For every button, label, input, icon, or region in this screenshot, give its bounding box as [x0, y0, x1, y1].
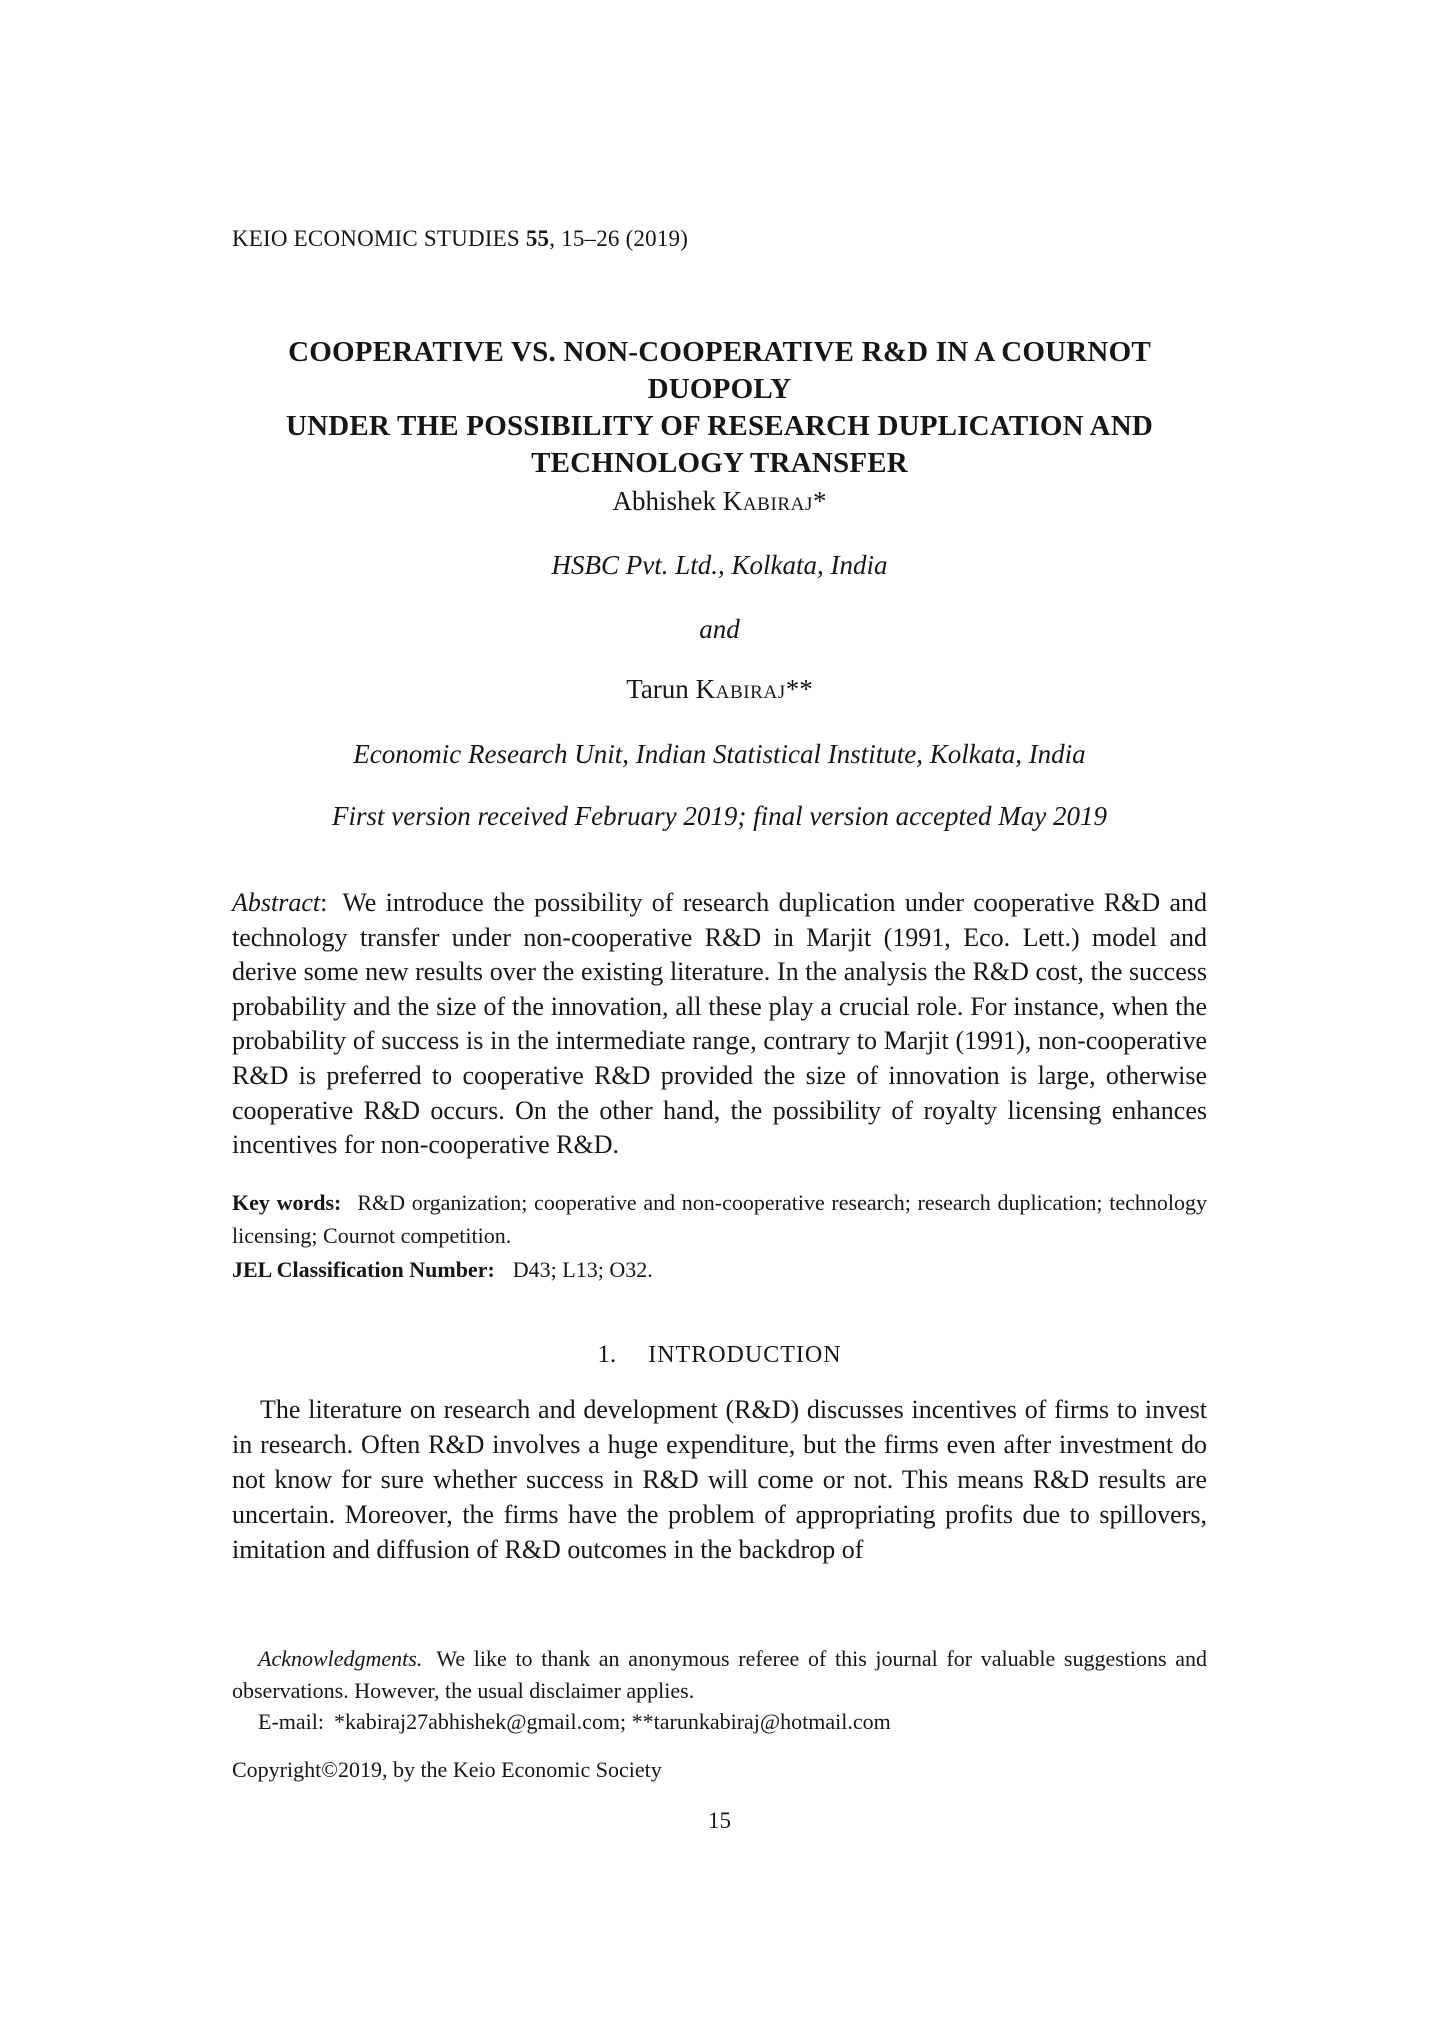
author-2: [232, 674, 1207, 705]
paper-title: [232, 334, 1207, 482]
title-line-1: COOPERATIVE VS. NON-COOPERATIVE R&D IN A COURNOT DUOPOLY: [288, 336, 1151, 405]
section-1-heading: [232, 1341, 1207, 1369]
jel-label: JEL Classification Number:: [232, 1257, 495, 1282]
acknowledgments-text: We like to thank an anonymous referee of this journal for valuable suggestions and observations. However, the usual disclaimer applies.: [232, 1646, 1207, 1703]
acknowledgments-footnote: [232, 1643, 1207, 1706]
author-1: [232, 486, 1207, 517]
journal-header: [232, 226, 1207, 252]
keywords-text: R&D organization; cooperative and non-cooperative research; research duplication; technology licensing; Cournot competition.: [232, 1190, 1207, 1248]
journal-volume: 55: [525, 226, 550, 251]
author-1-affiliation: HSBC Pvt. Ltd., Kolkata, India: [551, 550, 888, 580]
author-2-footnote-mark: **: [785, 674, 813, 704]
abstract-label: Abstract: [232, 888, 321, 917]
email-addresses: *kabiraj27abhishek@gmail.com; **tarunkabiraj@hotmail.com: [333, 1709, 891, 1734]
keywords-label: Key words:: [232, 1190, 342, 1215]
copyright-notice: Copyright©2019, by the Keio Economic Society: [232, 1757, 662, 1782]
page-number: 15: [708, 1808, 731, 1833]
author-2-affiliation: Economic Research Unit, Indian Statistical Institute, Kolkata, India: [353, 739, 1086, 769]
jel-classification: [232, 1257, 1207, 1283]
abstract-text: We introduce the possibility of research duplication under cooperative R&D and technology transfer under non-cooperative R&D in Marjit (1991, Eco. Lett.) model and derive some new results over the existing literature. In the analysis the R&D cost, the success probability and the size of the innovation, all these play a crucial role. For instance, when the probability of success is in the intermediate range, contrary to Marjit (1991), non-cooperative R&D is preferred to cooperative R&D provided the size of innovation is large, otherwise cooperative R&D occurs. On the other hand, the possibility of royalty licensing enhances incentives for non-cooperative R&D.: [232, 888, 1207, 1160]
journal-issue-info: , 15–26 (2019): [549, 226, 689, 251]
introduction-paragraph: The literature on research and development (R&D) discusses incentives of firms to invest in research. Often R&D involves a huge expenditure, but the firms even after investment do not know for sure whether success in R&D will come or not. This means R&D results are uncertain. Moreover, the firms have the problem of appropriating profits due to spillovers, imitation and diffusion of R&D outcomes in the backdrop of: [232, 1395, 1207, 1564]
section-1-title: INTRODUCTION: [648, 1342, 842, 1368]
journal-name: KEIO ECONOMIC STUDIES: [232, 226, 520, 251]
version-history: First version received February 2019; final version accepted May 2019: [331, 801, 1108, 831]
author-2-given: Tarun: [626, 674, 689, 704]
introduction-section: [232, 1392, 1207, 1567]
abstract-separator: :: [320, 888, 328, 917]
section-1-number: 1.: [597, 1341, 617, 1368]
title-line-2: UNDER THE POSSIBILITY OF RESEARCH DUPLICATION AND: [285, 410, 1154, 442]
email-footnote: [232, 1706, 1207, 1738]
author-1-footnote-mark: *: [812, 486, 827, 516]
acknowledgments-label: Acknowledgments.: [258, 1646, 423, 1671]
author-conjunction: and: [699, 614, 740, 644]
author-1-surname: Kabiraj: [722, 486, 813, 516]
author-2-surname: Kabiraj: [695, 674, 786, 704]
title-line-3: TECHNOLOGY TRANSFER: [531, 447, 908, 479]
keywords: [232, 1186, 1207, 1252]
footnotes: [232, 1643, 1207, 1738]
email-label: E-mail:: [258, 1709, 324, 1734]
jel-text: D43; L13; O32.: [512, 1257, 653, 1282]
abstract: [232, 886, 1207, 1163]
author-1-given: Abhishek: [612, 486, 717, 516]
